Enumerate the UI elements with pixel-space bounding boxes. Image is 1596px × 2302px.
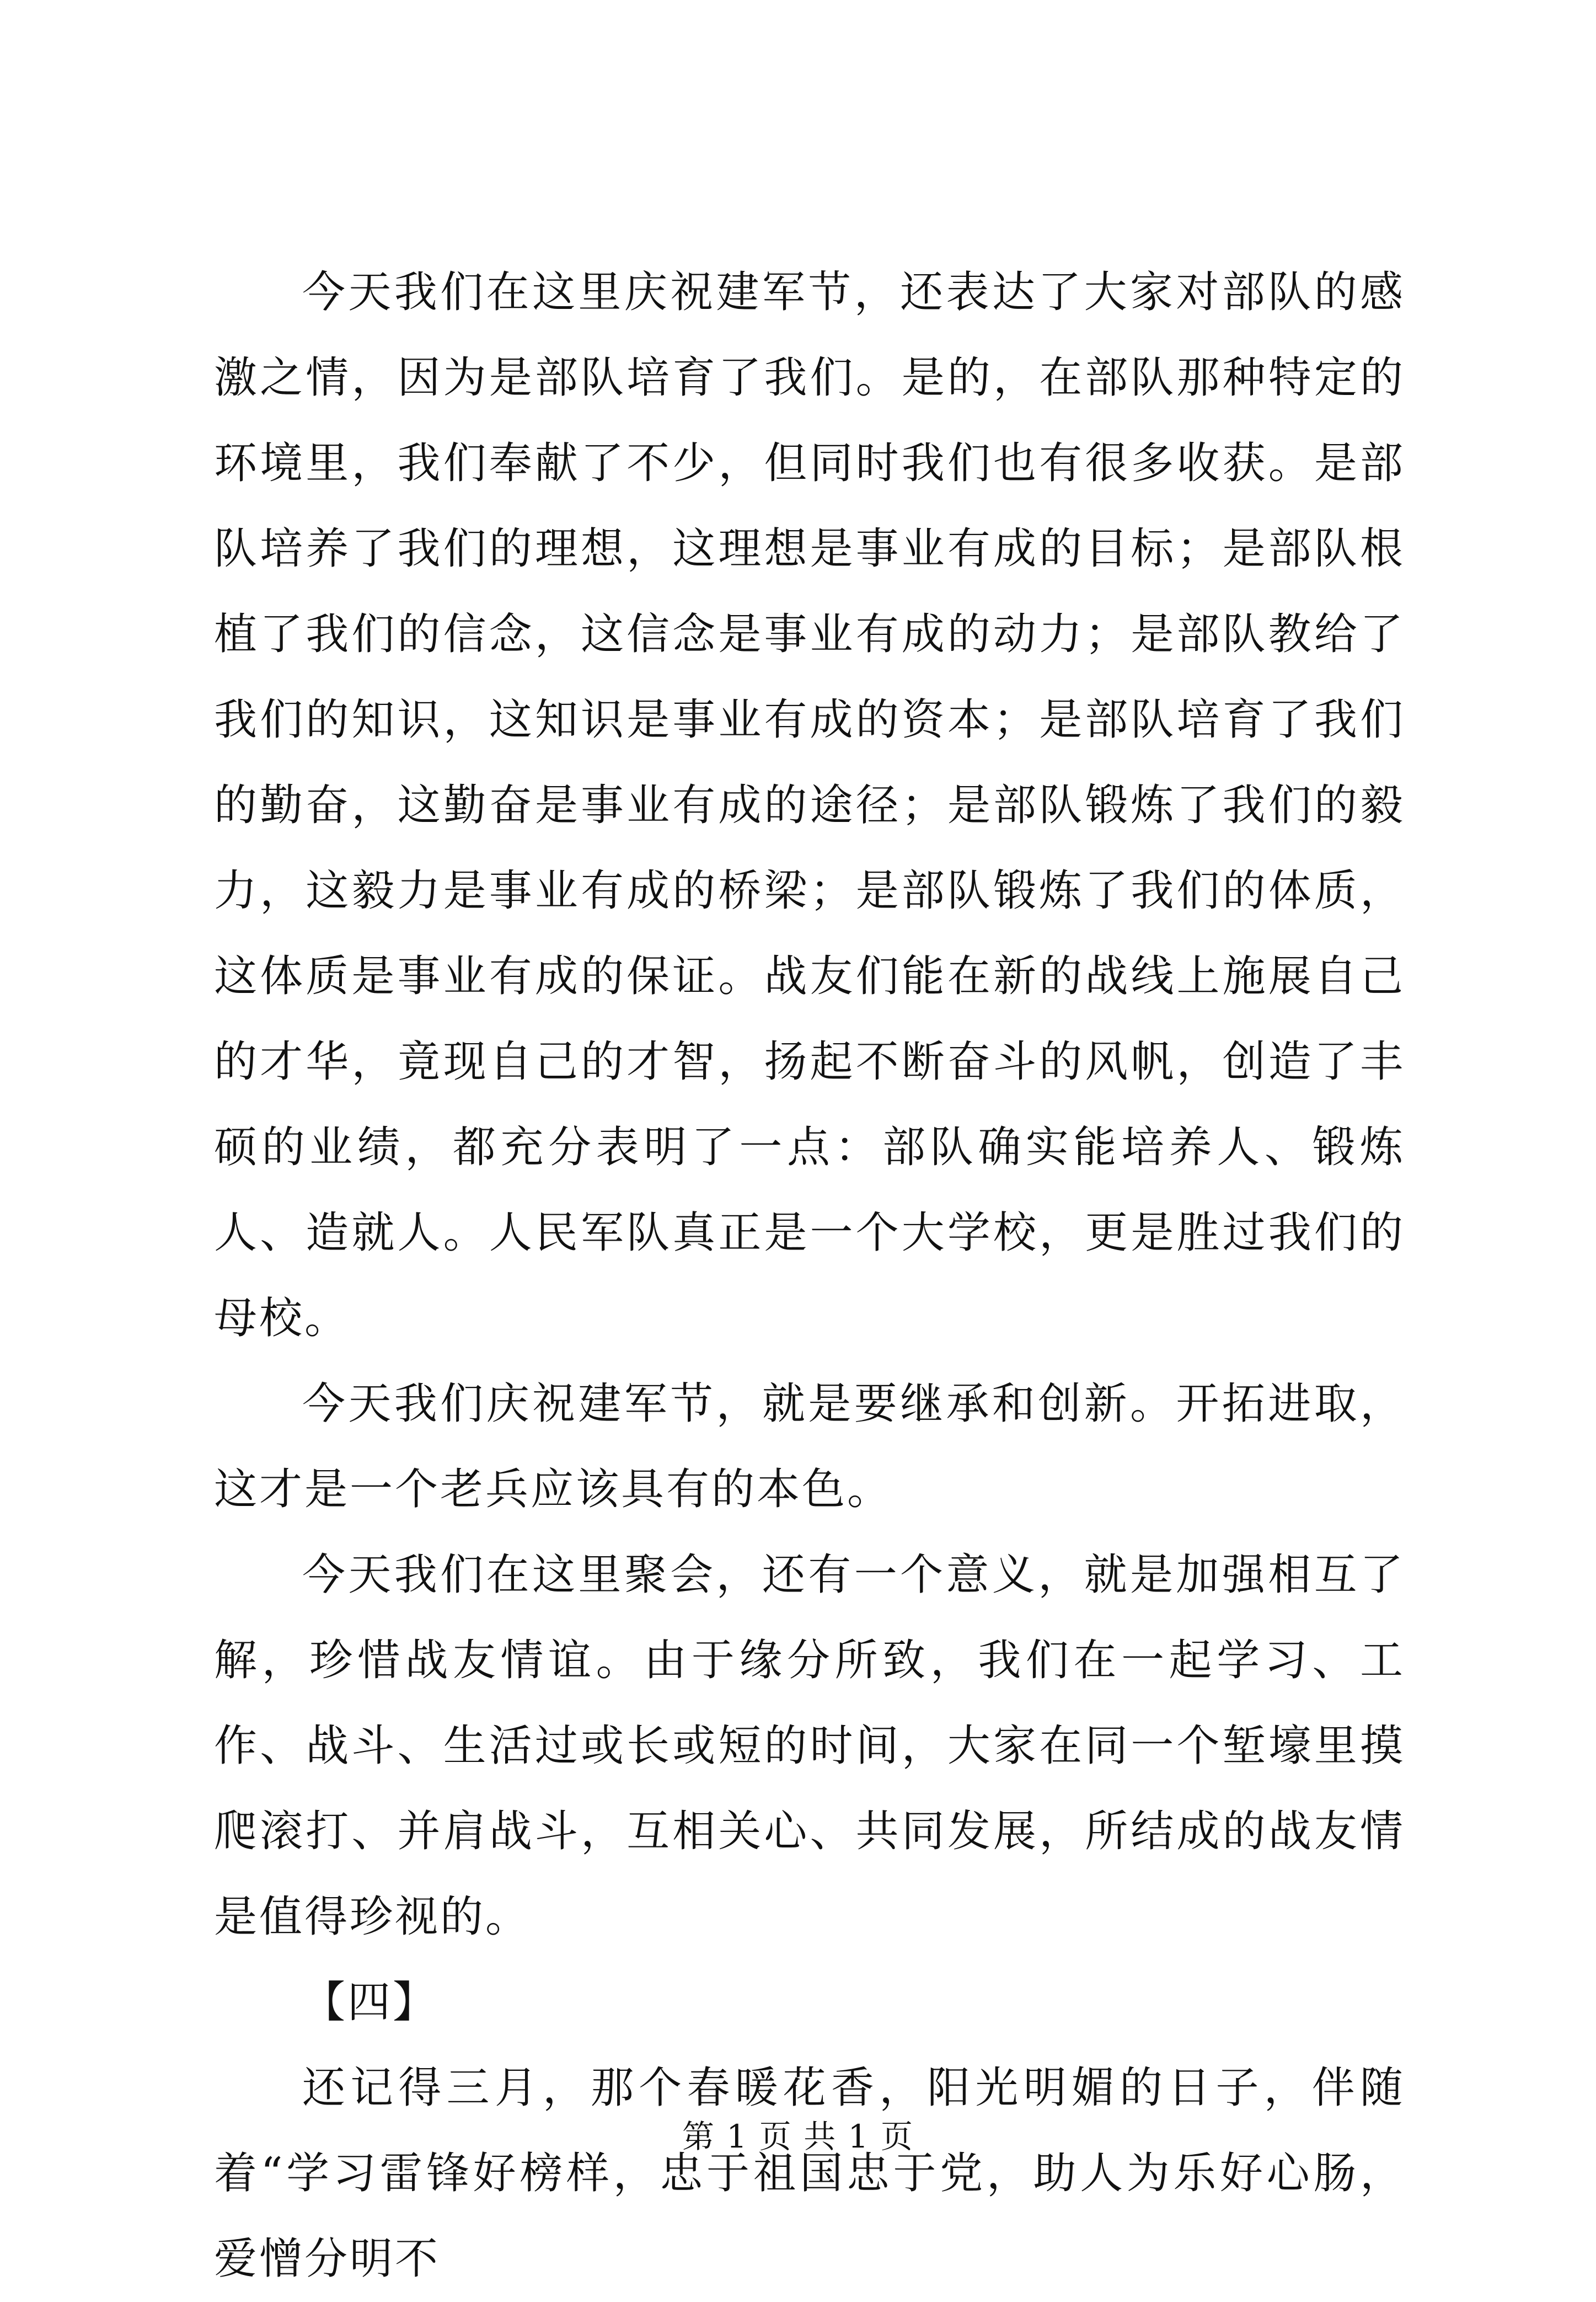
paragraph-1: 今天我们在这里庆祝建军节，还表达了大家对部队的感激之情，因为是部队培育了我们。是的，在部队那种特定的环境里，我们奉献了不少，但同时我们也有很多收获。是部队培养了我们的理想，这理想是事业有成的目标；是部队根植了我们的信念，这信念是事业有成的动力；是部队教给了我们的知识，这知识是事业有成的资本；是部队培育了我们的勤奋，这勤奋是事业有成的途径；是部队锻炼了我们的毅力，这毅力是事业有成的桥梁；是部队锻炼了我们的体质，这体质是事业有成的保证。战友们能在新的战线上施展自己的才华，竟现自己的才智，扬起不断奋斗的风帆，创造了丰硕的业绩，都充分表明了一点：部队确实能培养人、锻炼人、造就人。人民军队真正是一个大学校，更是胜过我们的母校。 xyxy=(214,268,1405,1343)
document-body xyxy=(214,250,1405,2302)
paragraph-2: 今天我们庆祝建军节，就是要继承和创新。开拓进取，这才是一个老兵应该具有的本色。 xyxy=(214,1379,1405,1514)
page-footer: 第 1 页 共 1 页 xyxy=(682,2118,914,2155)
paragraph-4: 还记得三月，那个春暖花香，阳光明媚的日子，伴随着“学习雷锋好榜样，忠于祖国忠于党，助人为乐好心肠，爱憎分明不 xyxy=(214,2063,1405,2284)
section-heading: 【四】 xyxy=(302,1978,438,2027)
paragraph-3: 今天我们在这里聚会，还有一个意义，就是加强相互了解，珍惜战友情谊。由于缘分所致，我们在一起学习、工作、战斗、生活过或长或短的时间，大家在同一个堑壕里摸爬滚打、并肩战斗，互相关心、共同发展，所结成的战友情是值得珍视的。 xyxy=(214,1550,1405,1942)
